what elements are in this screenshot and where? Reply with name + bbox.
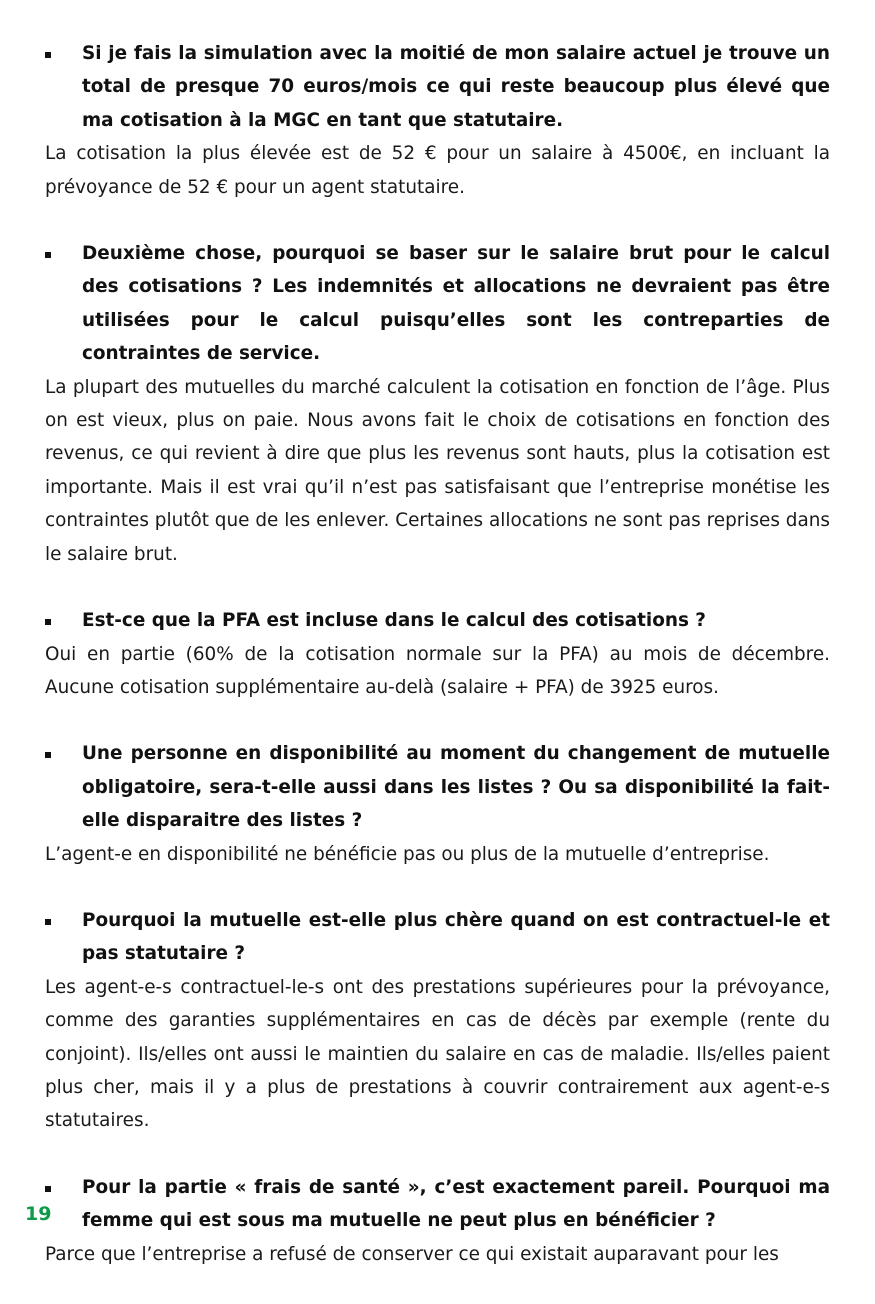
question-text: Deuxième chose, pourquoi se baser sur le salaire brut pour le calcul des cotisations ? Les indemnités et allocations ne devraient pas être utilisées pour le calcul puisqu’elles sont les contreparties de contraintes de service. — [82, 243, 830, 365]
question — [45, 904, 830, 971]
square-bullet-icon — [45, 252, 51, 258]
square-bullet-icon — [45, 919, 51, 925]
document-body — [45, 37, 830, 1304]
question — [45, 37, 830, 137]
answer-text: La cotisation la plus élevée est de 52 € pour un salaire à 4500€, en incluant la prévoyance de 52 € pour un agent statutaire. — [45, 143, 830, 198]
square-bullet-icon — [45, 619, 51, 625]
question — [45, 604, 830, 637]
answer-text: Les agent-e-s contractuel-le-s ont des prestations supérieures pour la prévoyance, comme des garanties supplémentaires en cas de décès par exemple (rente du conjoint). Ils/elles ont aussi le maintien du salaire en cas de maladie. Ils/elles paient plus cher, mais il y a plus de prestations à couvrir contrairement aux agent-e-s statutaires. — [45, 976, 830, 1132]
question-text: Pour la partie « frais de santé », c’est exactement pareil. Pourquoi ma femme qui est sous ma mutuelle ne peut plus en bénéficier ? — [82, 1176, 830, 1232]
square-bullet-icon — [45, 52, 51, 58]
qa-item-1 — [45, 37, 830, 204]
question — [45, 1171, 830, 1238]
qa-item-2 — [45, 237, 830, 571]
answer-text: Parce que l’entreprise a refusé de conserver ce qui existait auparavant pour les — [45, 1243, 779, 1265]
qa-item-3 — [45, 604, 830, 704]
qa-item-6 — [45, 1171, 830, 1271]
square-bullet-icon — [45, 1186, 51, 1192]
answer-text: L’agent-e en disponibilité ne bénéficie pas ou plus de la mutuelle d’entreprise. — [45, 843, 770, 865]
question — [45, 237, 830, 371]
question-text: Est-ce que la PFA est incluse dans le calcul des cotisations ? — [82, 610, 706, 632]
question — [45, 737, 830, 837]
qa-item-4 — [45, 737, 830, 871]
answer-text: La plupart des mutuelles du marché calculent la cotisation en fonction de l’âge. Plus on est vieux, plus on paie. Nous avons fait le choix de cotisations en fonction des revenus, ce qui revient à dire que plus les revenus sont hauts, plus la cotisation est importante. Mais il est vrai qu’il n’est pas satisfaisant que l’entreprise monétise les contraintes plutôt que de les enlever. Certaines allocations ne sont pas reprises dans le salaire brut. — [45, 376, 830, 565]
question-text: Pourquoi la mutuelle est-elle plus chère quand on est contractuel-le et pas statutaire ? — [82, 909, 830, 965]
question-text: Une personne en disponibilité au moment du changement de mutuelle obligatoire, sera-t-elle aussi dans les listes ? Ou sa disponibilité la fait-elle disparaitre des listes ? — [82, 743, 830, 832]
qa-item-5 — [45, 904, 830, 1138]
answer-text: Oui en partie (60% de la cotisation normale sur la PFA) au mois de décembre. Aucune cotisation supplémentaire au-delà (salaire + PFA) de 3925 euros. — [45, 643, 830, 698]
page-number: 19 — [25, 1203, 52, 1225]
square-bullet-icon — [45, 752, 51, 758]
question-text: Si je fais la simulation avec la moitié de mon salaire actuel je trouve un total de presque 70 euros/mois ce qui reste beaucoup plus élevé que ma cotisation à la MGC en tant que statutaire. — [82, 43, 830, 131]
